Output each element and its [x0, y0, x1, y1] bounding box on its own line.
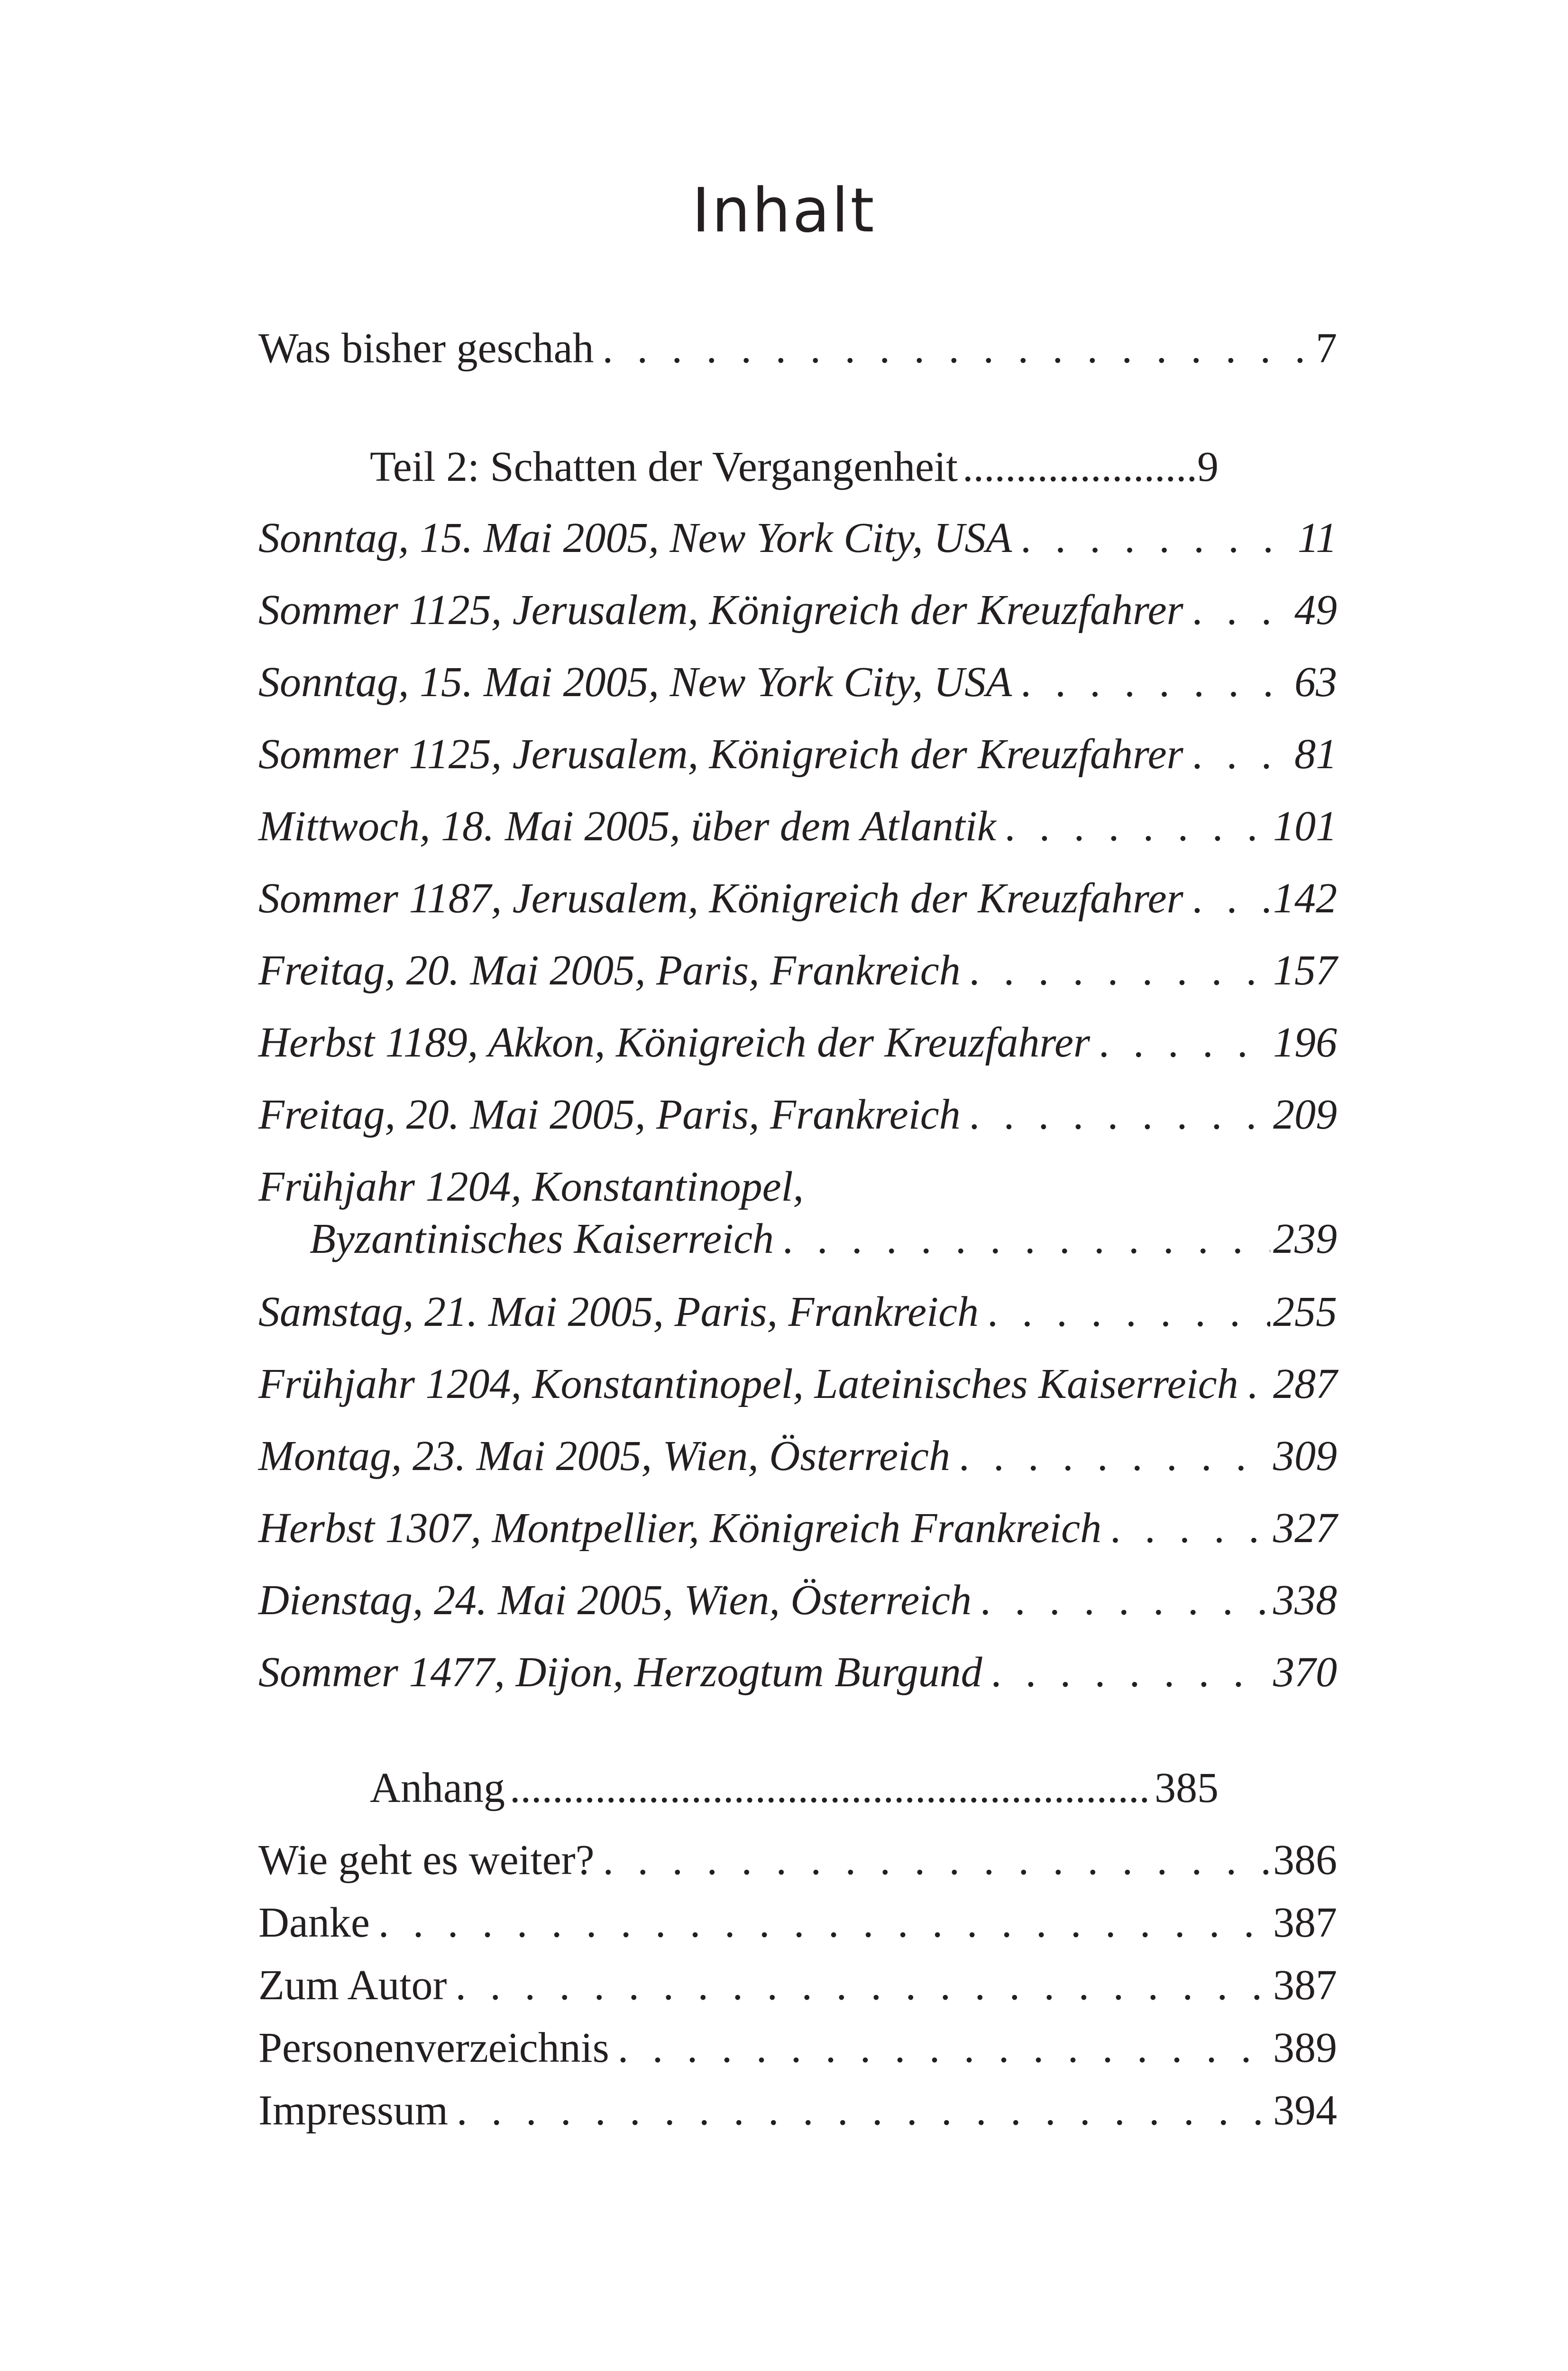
toc-entry-chapter[interactable]	[258, 945, 1337, 997]
dot-leader	[980, 1574, 1270, 1627]
page-title: Inhalt	[692, 175, 876, 246]
toc-entry-label: Zum Autor	[258, 1962, 447, 2009]
toc-entry-label: Sommer 1187, Jerusalem, Königreich der Kreuzfahrer	[258, 875, 1183, 922]
toc-section-page: 9	[1197, 443, 1219, 490]
toc-entry-appendix[interactable]	[258, 1959, 1337, 2012]
toc-entry-label: Sommer 1125, Jerusalem, Königreich der Kreuzfahrer	[258, 731, 1183, 778]
toc-entry-appendix[interactable]	[258, 1834, 1337, 1886]
toc-entry-label: Frühjahr 1204, Konstantinopel,	[258, 1163, 804, 1210]
dot-leader	[1192, 728, 1292, 781]
toc-entry-label: Dienstag, 24. Mai 2005, Wien, Österreich	[258, 1577, 972, 1624]
toc-entry-label: Wie geht es weiter?	[258, 1837, 595, 1884]
dot-leader	[1247, 1358, 1270, 1410]
toc-entry-label: Montag, 23. Mai 2005, Wien, Österreich	[258, 1433, 950, 1480]
toc-entry-continuation	[258, 1213, 1337, 1265]
toc-entry-label: Sonntag, 15. Mai 2005, New York City, USA	[258, 515, 1012, 561]
dot-leader	[456, 1959, 1271, 2012]
dot-leader	[1192, 873, 1270, 925]
toc-entry-page: 338	[1273, 1577, 1337, 1624]
toc-entry-label: Sommer 1125, Jerusalem, Königreich der Kreuzfahrer	[258, 587, 1183, 634]
toc-entry-page: 196	[1273, 1019, 1337, 1066]
toc-entry-page: 387	[1273, 1962, 1337, 2009]
toc-entry-chapter[interactable]	[258, 656, 1337, 708]
dot-leader	[378, 1897, 1270, 1949]
toc-entry-label: Freitag, 20. Mai 2005, Paris, Frankreich	[258, 1091, 961, 1138]
dot-leader	[457, 2085, 1270, 2137]
toc-section-part2[interactable]	[370, 441, 1219, 493]
toc-entry-chapter[interactable]	[258, 1646, 1337, 1699]
toc-entry-page: 157	[1273, 947, 1337, 994]
toc-entry-page: 11	[1297, 515, 1337, 561]
toc-entry-page: 142	[1273, 875, 1337, 922]
toc-entry-label: Sonntag, 15. Mai 2005, New York City, USA	[258, 659, 1012, 706]
toc-entry-page: 239	[1273, 1215, 1337, 1262]
dot-leader	[1192, 584, 1292, 636]
toc-entry-chapter[interactable]	[258, 873, 1337, 925]
dot-leader	[1005, 800, 1270, 853]
toc-section-page: 385	[1155, 1764, 1219, 1811]
toc-section-appendix[interactable]	[370, 1762, 1219, 1814]
dot-leader	[969, 1089, 1270, 1141]
toc-entry-chapter[interactable]	[258, 1089, 1337, 1141]
dot-leader	[1110, 1502, 1270, 1554]
toc-entry-appendix[interactable]	[258, 1897, 1337, 1949]
toc-entry-appendix[interactable]	[258, 2085, 1337, 2137]
toc-entry-label: Herbst 1307, Montpellier, Königreich Frankreich	[258, 1505, 1102, 1552]
dot-leader	[1020, 512, 1294, 564]
dot-leader	[1099, 1017, 1270, 1069]
toc-entry-chapter[interactable]	[258, 1502, 1337, 1554]
dot-leader	[969, 945, 1270, 997]
toc-entry-chapter[interactable]	[258, 1017, 1337, 1069]
toc-entry-page: 63	[1294, 659, 1337, 706]
toc-entry-label: Herbst 1189, Akkon, Königreich der Kreuzfahrer	[258, 1019, 1090, 1066]
toc-section-label: Teil 2: Schatten der Vergangenheit	[370, 443, 958, 490]
toc-entry-label: Impressum	[258, 2087, 448, 2134]
toc-entry-chapter[interactable]	[258, 800, 1337, 853]
toc-entry-page: 209	[1273, 1091, 1337, 1138]
toc-entry-page: 386	[1273, 1837, 1337, 1884]
toc-entry-chapter[interactable]	[258, 512, 1337, 564]
toc-entry-label: Personenverzeichnis	[258, 2024, 609, 2071]
toc-entry-chapter[interactable]	[258, 728, 1337, 781]
toc-entry-label-line2: Byzantinisches Kaiserreich	[310, 1215, 774, 1262]
toc-entry-page: 287	[1273, 1360, 1337, 1407]
toc-entry-front[interactable]	[258, 322, 1337, 375]
dot-leader	[603, 322, 1313, 375]
toc-entry-chapter[interactable]	[258, 1358, 1337, 1410]
toc-entry-chapter[interactable]	[258, 1286, 1337, 1338]
toc-entry-page: 370	[1273, 1649, 1337, 1696]
toc-entry-label: Samstag, 21. Mai 2005, Paris, Frankreich	[258, 1288, 979, 1335]
toc-entry-page: 387	[1273, 1899, 1337, 1946]
toc-entry-page: 101	[1273, 803, 1337, 850]
toc-entry-chapter[interactable]	[258, 1574, 1337, 1627]
toc-entry-page: 49	[1294, 587, 1337, 634]
dot-leader	[963, 441, 1195, 493]
toc-entry-label: Danke	[258, 1899, 370, 1946]
toc-entry-page: 255	[1273, 1288, 1337, 1335]
toc-entry-page: 327	[1273, 1505, 1337, 1552]
toc-entry-chapter[interactable]	[258, 584, 1337, 636]
toc-entry-label: Freitag, 20. Mai 2005, Paris, Frankreich	[258, 947, 961, 994]
dot-leader	[510, 1762, 1153, 1814]
toc-section-label: Anhang	[370, 1764, 505, 1811]
dot-leader	[991, 1646, 1270, 1699]
toc-entry-page: 7	[1316, 325, 1337, 372]
toc-entry-page: 394	[1273, 2087, 1337, 2134]
toc-entry-label: Mittwoch, 18. Mai 2005, über dem Atlantik	[258, 803, 996, 850]
dot-leader	[1020, 656, 1292, 708]
toc-entry-label: Was bisher geschah	[258, 325, 594, 372]
dot-leader	[959, 1430, 1270, 1482]
toc-entry-label: Frühjahr 1204, Konstantinopel, Lateinisches Kaiserreich	[258, 1360, 1238, 1407]
toc-entry-label: Sommer 1477, Dijon, Herzogtum Burgund	[258, 1649, 982, 1696]
toc-entry-page: 389	[1273, 2024, 1337, 2071]
dot-leader	[782, 1213, 1270, 1265]
toc-entry-page: 81	[1294, 731, 1337, 778]
toc-entry-page: 309	[1273, 1433, 1337, 1480]
dot-leader	[618, 2022, 1270, 2074]
toc-entry-chapter[interactable]	[258, 1430, 1337, 1482]
dot-leader	[987, 1286, 1270, 1338]
toc-entry-appendix[interactable]	[258, 2022, 1337, 2074]
toc-entry-chapter[interactable]	[258, 1161, 1337, 1265]
dot-leader	[603, 1834, 1270, 1886]
